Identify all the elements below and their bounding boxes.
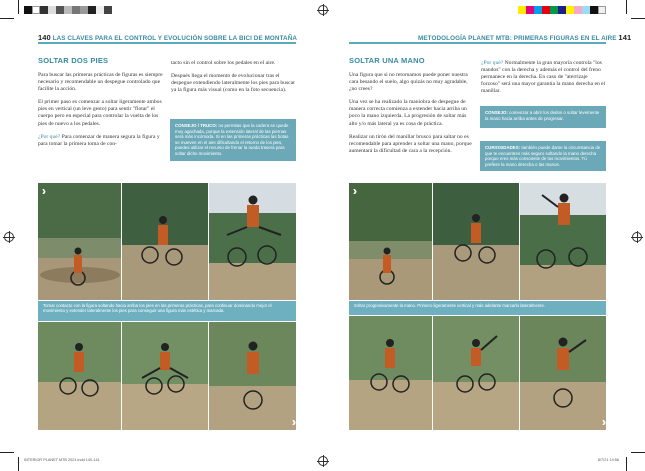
photo-sequence-7 [349, 183, 432, 300]
paragraph: tacto sin el control sobre los pedales en el aire. [171, 60, 276, 66]
photo-sequence-1 [38, 183, 121, 300]
photo-image [433, 183, 519, 300]
photo-image [38, 322, 121, 430]
left-page-number: 140 [38, 33, 51, 42]
right-running-header [418, 33, 631, 42]
paragraph: Después llega el momento de evolucionar tras el despegue extendiendo lateralmente los pies para buscar ya la figura más visual (como en la foto secuencia). [171, 73, 295, 94]
registration-mark-icon [318, 456, 328, 466]
photo-sequence-4 [38, 322, 121, 430]
advice-box [480, 106, 606, 128]
photo-sequence-2 [122, 183, 208, 300]
photo-image [433, 316, 519, 430]
crop-mark [626, 0, 627, 14]
paragraph: Realizar un tirón del manillar brusco para saltar no es recomendable para aprender a soltar una mano, porque aumentará la dificultad de cara a la recepción. [349, 133, 472, 154]
crop-mark [18, 0, 19, 14]
photo-image [38, 183, 121, 300]
curiosity-box [480, 141, 606, 171]
crop-mark [0, 18, 14, 19]
left-header-rule [38, 42, 296, 44]
right-photo-caption: Soltar progresivamente la mano. Primero ligeramente vertical y más adelante marcarlo lateralmente. [349, 301, 606, 315]
curiosity-text: también puede darse la circunstancia de que te encuentres más seguro soltando la mano derecha porque eres más consciente de tus movimientos. Tú prefiere la mano derecha o las manos. [485, 145, 601, 167]
right-heading: SOLTAR UNA MANO [349, 56, 425, 65]
why-label: ¿Por qué? [481, 60, 504, 66]
photo-sequence-11 [433, 316, 519, 430]
photo-image [122, 322, 208, 430]
photo-image [520, 316, 606, 430]
paragraph [38, 134, 164, 148]
advice-label: CONSEJO: [485, 110, 508, 115]
photo-image [349, 183, 432, 300]
left-running-header [38, 33, 297, 42]
registration-mark-icon [632, 232, 642, 242]
why-label: ¿Por qué? [38, 133, 61, 140]
photo-image [209, 183, 296, 300]
tip-label: CONSEJO / TRUCO: [175, 123, 218, 128]
crop-mark [0, 452, 14, 453]
photo-sequence-8 [433, 183, 519, 300]
why-text: Normalmente la gran mayoría controla "los mandos" con la derecha y además el control del freno permanece en la derecha. En caso de "aterrizaje forzoso" será una mayor garantía la mano derecha en el manillar. [481, 60, 606, 95]
left-column-2 [171, 60, 297, 100]
photo-sequence-3 [209, 183, 296, 300]
paragraph: Una figura que si no retornamos puede poner nuestra cara besando el suelo, algo quizás no muy agradable, ¿no crees? [349, 72, 468, 93]
left-running-title: LAS CLAVES PARA EL CONTROL Y EVOLUCIÓN SOBRE LA BICI DE MONTAÑA [52, 35, 298, 42]
advice-text: comenzar a abrir los dedos o soltar levemente la mano hacia arriba antes de progresar. [485, 110, 600, 121]
photo-sequence-5 [122, 322, 208, 430]
photo-image [209, 322, 296, 430]
tip-text: no permitas que la cadera se quede muy agachada, porque la extensión lateral de las piernas será más incómoda. Si en las primeras prácticas las botas se mueven en el aire dificultando el retorno de los pies, puedes utilizar el recurso de frenar la rueda trasera para soltar dicho movimiento. [175, 123, 289, 156]
left-column-1 [38, 72, 164, 154]
photo-image [349, 316, 432, 430]
crop-mark [631, 452, 645, 453]
registration-mark-icon [4, 232, 14, 242]
right-page-number: 141 [618, 33, 632, 42]
right-column-2 [481, 60, 607, 101]
paragraph: Para buscar las primeras prácticas de figuras es siempre necesario y recomendable un despegue controlado que facilite la acción. [38, 72, 163, 93]
right-running-title: METODOLOGÍA PLANET MTB: PRIMERAS FIGURAS EN EL AIRE [418, 35, 617, 42]
paragraph: Una vez se ha realizado la maniobra de despegue de manera correcta comienza a extender hacia arriba un poco la mano izquierda. La progresión de soltar más alto y/o más lateral ya es cosa de práctica. [349, 99, 467, 127]
paragraph [481, 60, 607, 95]
photo-image [122, 183, 208, 300]
left-photo-caption: Tomar contacto con la figura soltando hacia arriba los pies en las primeras prácticas, para continuar dominando mejor el movimiento y extender lateralmente los pies para conseguir una figura más estética y marcada. [38, 301, 296, 321]
paragraph: El primer paso es comenzar a soltar ligeramente ambos pies en vertical (un leve gesto) para sentir "flotar" el cuerpo pero en especial para controlar la vuelta de los pies de nuevo a los pedales. [38, 99, 162, 127]
photo-image [520, 183, 606, 300]
left-heading: SOLTAR DOS PIES [38, 56, 109, 65]
color-bar [518, 6, 606, 14]
crop-mark [631, 18, 645, 19]
crop-mark [626, 457, 627, 471]
right-column-1 [349, 72, 475, 161]
photo-sequence-6 [209, 322, 296, 430]
crop-mark [18, 457, 19, 471]
footer-slug-right: 8/7/21 14:56 [597, 458, 619, 462]
photo-sequence-9 [520, 183, 606, 300]
photo-sequence-12 [520, 316, 606, 430]
footer-slug-left: INTERIOR PLANET MTB 2021.indd 140-141 [24, 458, 100, 462]
right-header-rule [349, 42, 606, 44]
why-text: Para comenzar de manera segura la figura y para tomar la primera toma de con- [38, 133, 160, 147]
photo-sequence-10 [349, 316, 432, 430]
registration-mark-icon [318, 5, 328, 15]
tip-box [170, 119, 296, 161]
grayscale-bar [24, 6, 112, 14]
curiosity-label: CURIOSIDADES: [485, 145, 521, 150]
